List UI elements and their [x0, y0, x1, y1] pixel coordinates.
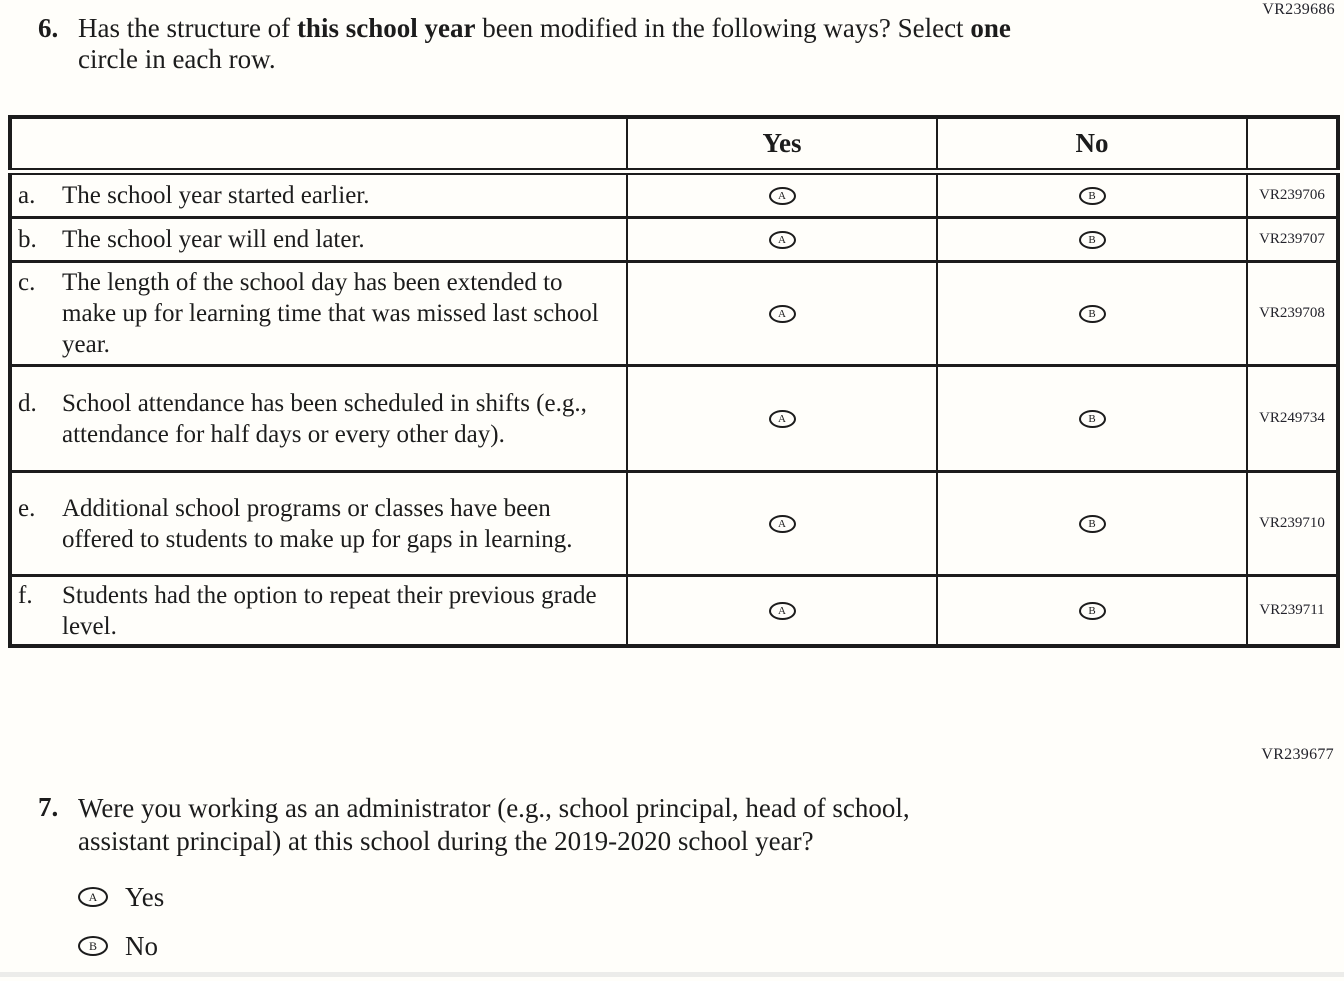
yes-bubble[interactable]: A — [769, 410, 796, 428]
vr-code-q7: VR239677 — [1261, 746, 1334, 763]
row-statement — [10, 218, 627, 262]
no-bubble[interactable]: B — [1079, 410, 1106, 428]
table-row — [10, 366, 1338, 472]
q6-text-segment-bold: one — [970, 13, 1011, 43]
question-7-text — [78, 792, 910, 858]
yes-bubble[interactable]: A — [769, 231, 796, 249]
yes-bubble[interactable]: A — [769, 187, 796, 205]
row-statement — [10, 262, 627, 366]
row-vr-code: VR249734 — [1247, 366, 1338, 472]
no-bubble[interactable]: B — [1079, 187, 1106, 205]
option-yes-label: Yes — [125, 881, 165, 912]
row-statement — [10, 366, 627, 472]
question-7-number: 7. — [38, 792, 59, 822]
row-statement — [10, 172, 627, 218]
row-vr-code: VR239707 — [1247, 218, 1338, 262]
table-row — [10, 218, 1338, 262]
no-bubble[interactable]: B — [1079, 231, 1106, 249]
row-letter: f. — [18, 581, 33, 609]
option-yes-bubble[interactable]: A — [78, 887, 108, 907]
row-text: Students had the option to repeat their previous grade level. — [62, 581, 597, 640]
question-6-number: 6. — [38, 13, 59, 43]
option-no-label: No — [125, 930, 158, 961]
option-no-bubble[interactable]: B — [78, 936, 108, 956]
page-edge-divider — [0, 972, 1344, 977]
row-statement — [10, 472, 627, 576]
row-letter: a. — [18, 182, 36, 209]
yes-bubble[interactable]: A — [769, 305, 796, 323]
row-letter: d. — [18, 389, 37, 417]
option-yes — [78, 883, 164, 911]
row-text: The school year started earlier. — [62, 182, 370, 209]
yes-bubble[interactable]: A — [769, 602, 796, 620]
header-code — [1247, 117, 1338, 172]
row-vr-code: VR239710 — [1247, 472, 1338, 576]
row-letter: e. — [18, 494, 36, 522]
no-bubble[interactable]: B — [1079, 305, 1106, 323]
q6-text-segment: been modified in the following ways? Select — [475, 13, 971, 43]
row-letter: b. — [18, 226, 37, 253]
vr-code-top: VR239686 — [1262, 1, 1335, 18]
question-6 — [38, 13, 1011, 75]
header-yes: Yes — [627, 117, 937, 172]
row-statement — [10, 576, 627, 647]
row-letter: c. — [18, 269, 36, 296]
question-6-text — [78, 13, 1011, 75]
table-row — [10, 576, 1338, 647]
row-vr-code: VR239711 — [1247, 576, 1338, 647]
row-text: Additional school programs or classes have been offered to students to make up for gaps in learning. — [62, 494, 573, 553]
no-bubble[interactable]: B — [1079, 515, 1106, 533]
row-text: School attendance has been scheduled in shifts (e.g., attendance for half days or every other day). — [62, 389, 587, 448]
row-vr-code: VR239708 — [1247, 262, 1338, 366]
question-7-line1: Were you working as an administrator (e.g., school principal, head of school, — [78, 793, 910, 823]
header-statement — [10, 117, 627, 172]
q6-response-table — [8, 115, 1340, 648]
row-vr-code: VR239706 — [1247, 172, 1338, 218]
no-bubble[interactable]: B — [1079, 602, 1106, 620]
q6-text-segment: Has the structure of — [78, 13, 297, 43]
table-header-row — [10, 117, 1338, 172]
option-no — [78, 932, 164, 960]
q7-options — [78, 883, 164, 981]
question-6-line2: circle in each row. — [78, 44, 276, 74]
header-no: No — [937, 117, 1247, 172]
yes-bubble[interactable]: A — [769, 515, 796, 533]
q6-text-segment-bold: this school year — [296, 13, 476, 43]
question-7-line2: assistant principal) at this school during the 2019-2020 school year? — [78, 826, 814, 856]
row-text: The school year will end later. — [62, 226, 365, 253]
table-row — [10, 172, 1338, 218]
question-6-line1 — [78, 13, 1011, 44]
table-row — [10, 472, 1338, 576]
question-7 — [38, 792, 910, 858]
row-text: The length of the school day has been extended to make up for learning time that was missed last school year. — [62, 269, 599, 358]
table-row — [10, 262, 1338, 366]
